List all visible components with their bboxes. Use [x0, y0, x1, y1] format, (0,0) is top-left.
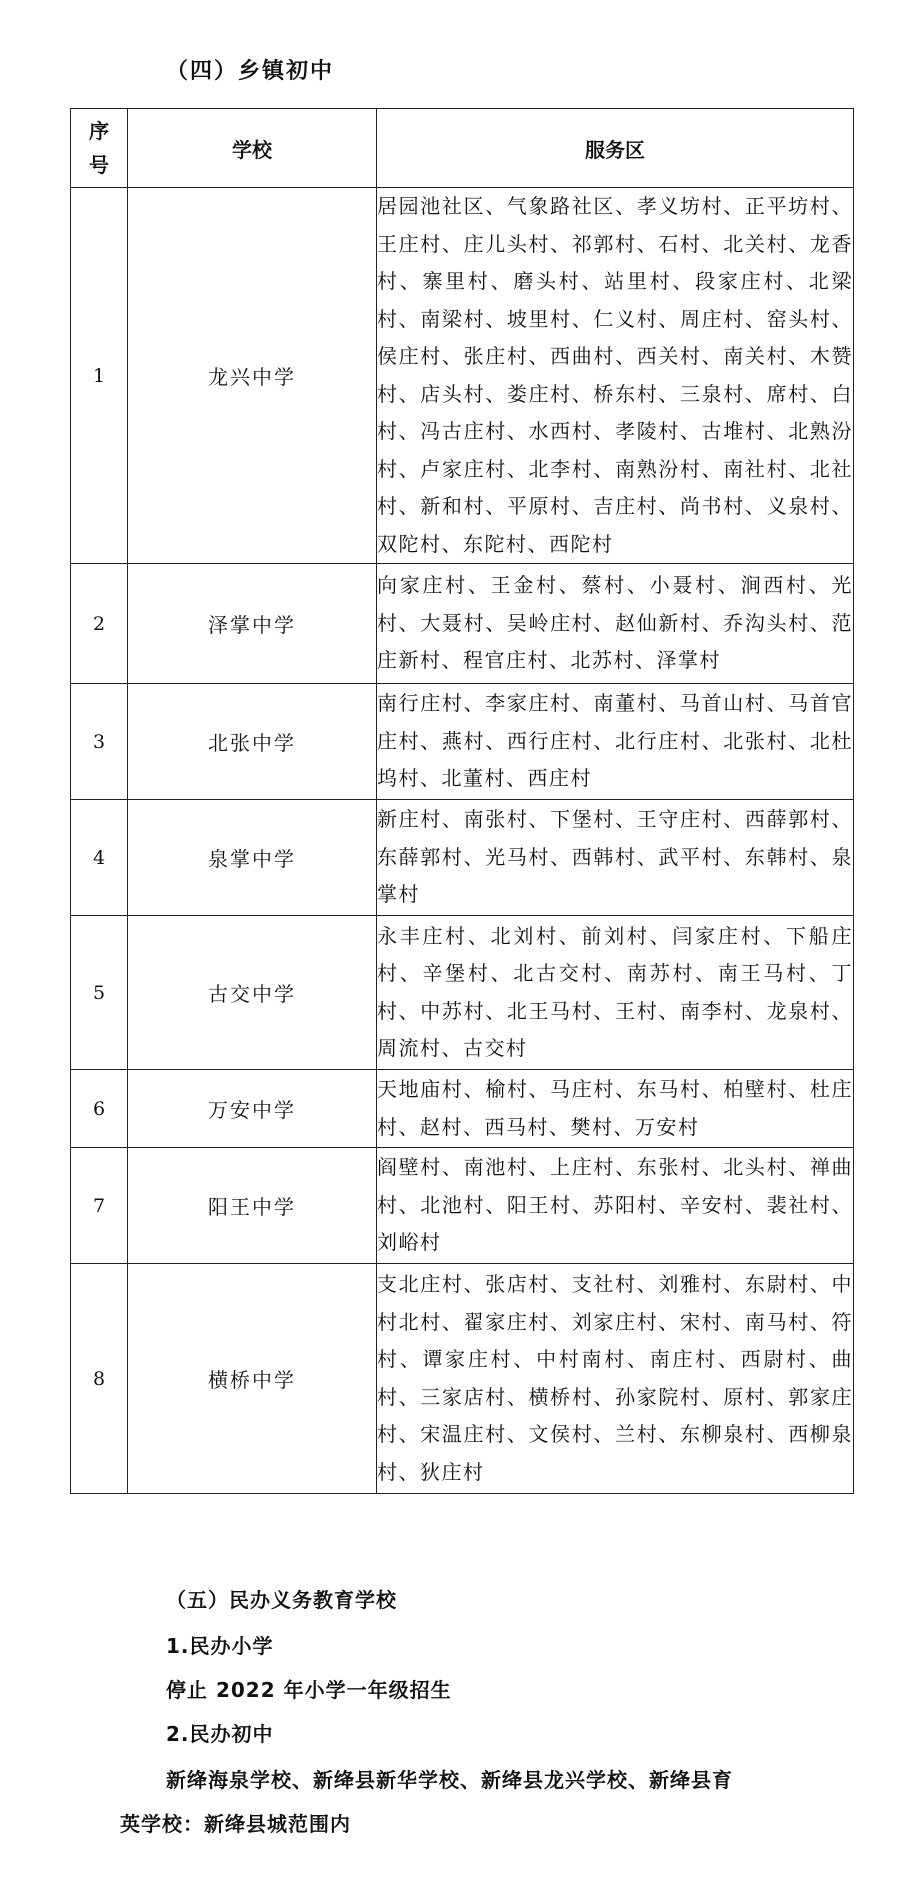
row-serial-number: 3: [71, 684, 128, 800]
row-service-area: 永丰庄村、北刘村、前刘村、闫家庄村、下船庄村、辛堡村、北古交村、南苏村、南王马村、丁村、中苏村、北王马村、王村、南李村、龙泉村、周流村、古交村: [377, 916, 854, 1070]
table-row: [71, 800, 854, 916]
table-row: [71, 1148, 854, 1264]
header-serial-number: [71, 109, 128, 188]
row-service-area: 天地庙村、榆村、马庄村、东马村、柏壁村、杜庄村、赵村、西马村、樊村、万安村: [377, 1070, 854, 1148]
row-serial-number: 5: [71, 916, 128, 1070]
row-school-name: 泽掌中学: [128, 564, 377, 684]
table-row: [71, 1070, 854, 1148]
section-heading-township-middle-schools: （四）乡镇初中: [166, 59, 335, 84]
row-school-name: 横桥中学: [128, 1264, 377, 1494]
table-row: [71, 1264, 854, 1494]
row-serial-number: 4: [71, 800, 128, 916]
private-middle-text-line1: 新绛海泉学校、新绛县新华学校、新绛县龙兴学校、新绛县育: [166, 1768, 733, 1792]
row-school-name: 万安中学: [128, 1070, 377, 1148]
header-serial-number-text: 序号: [89, 119, 109, 177]
row-service-area: 南行庄村、李家庄村、南董村、马首山村、马首官庄村、燕村、西行庄村、北行庄村、北张村、北杜坞村、北董村、西庄村: [377, 684, 854, 800]
row-service-area: 阎壁村、南池村、上庄村、东张村、北头村、禅曲村、北池村、阳王村、苏阳村、辛安村、裴社村、刘峪村: [377, 1148, 854, 1264]
subheading-private-middle: 2.民办初中: [166, 1722, 274, 1746]
row-school-name: 北张中学: [128, 684, 377, 800]
subheading-private-primary: 1.民办小学: [166, 1634, 274, 1658]
table-row: [71, 684, 854, 800]
row-school-name: 阳王中学: [128, 1148, 377, 1264]
row-serial-number: 8: [71, 1264, 128, 1494]
row-service-area: 居园池社区、气象路社区、孝义坊村、正平坊村、王庄村、庄儿头村、祁郭村、石村、北关村、龙香村、寨里村、磨头村、站里村、段家庄村、北梁村、南梁村、坡里村、仁义村、周庄村、窑头村、侯庄村、张庄村、西曲村、西关村、南关村、木赞村、店头村、娄庄村、桥东村、三泉村、席村、白村、冯古庄村、水西村、孝陵村、古堆村、北熟汾村、卢家庄村、北李村、南熟汾村、南社村、北社村、新和村、平原村、吉庄村、尚书村、义泉村、双陀村、东陀村、西陀村: [377, 188, 854, 564]
row-service-area: 新庄村、南张村、下堡村、王守庄村、西薛郭村、东薛郭村、光马村、西韩村、武平村、东韩村、泉掌村: [377, 800, 854, 916]
table-header-row: [71, 109, 854, 188]
row-serial-number: 7: [71, 1148, 128, 1264]
row-school-name: 泉掌中学: [128, 800, 377, 916]
row-serial-number: 6: [71, 1070, 128, 1148]
row-school-name: 古交中学: [128, 916, 377, 1070]
row-service-area: 向家庄村、王金村、蔡村、小聂村、涧西村、光村、大聂村、吴岭庄村、赵仙新村、乔沟头村、范庄新村、程官庄村、北苏村、泽掌村: [377, 564, 854, 684]
row-serial-number: 1: [71, 188, 128, 564]
section-heading-private-schools: （五）民办义务教育学校: [166, 1588, 397, 1612]
header-service-area: 服务区: [377, 109, 854, 188]
private-primary-text: 停止 2022 年小学一年级招生: [166, 1678, 452, 1702]
table-row: [71, 564, 854, 684]
header-school: 学校: [128, 109, 377, 188]
row-service-area: 支北庄村、张店村、支社村、刘雅村、东尉村、中村北村、翟家庄村、刘家庄村、宋村、南马村、符村、谭家庄村、中村南村、南庄村、西尉村、曲村、三家店村、横桥村、孙家院村、原村、郭家庄村、宋温庄村、文侯村、兰村、东柳泉村、西柳泉村、狄庄村: [377, 1264, 854, 1494]
table-row: [71, 916, 854, 1070]
school-zoning-table: [70, 108, 854, 1494]
row-school-name: 龙兴中学: [128, 188, 377, 564]
table-row: [71, 188, 854, 564]
row-serial-number: 2: [71, 564, 128, 684]
private-middle-text-line2: 英学校：新绛县城范围内: [120, 1812, 351, 1836]
